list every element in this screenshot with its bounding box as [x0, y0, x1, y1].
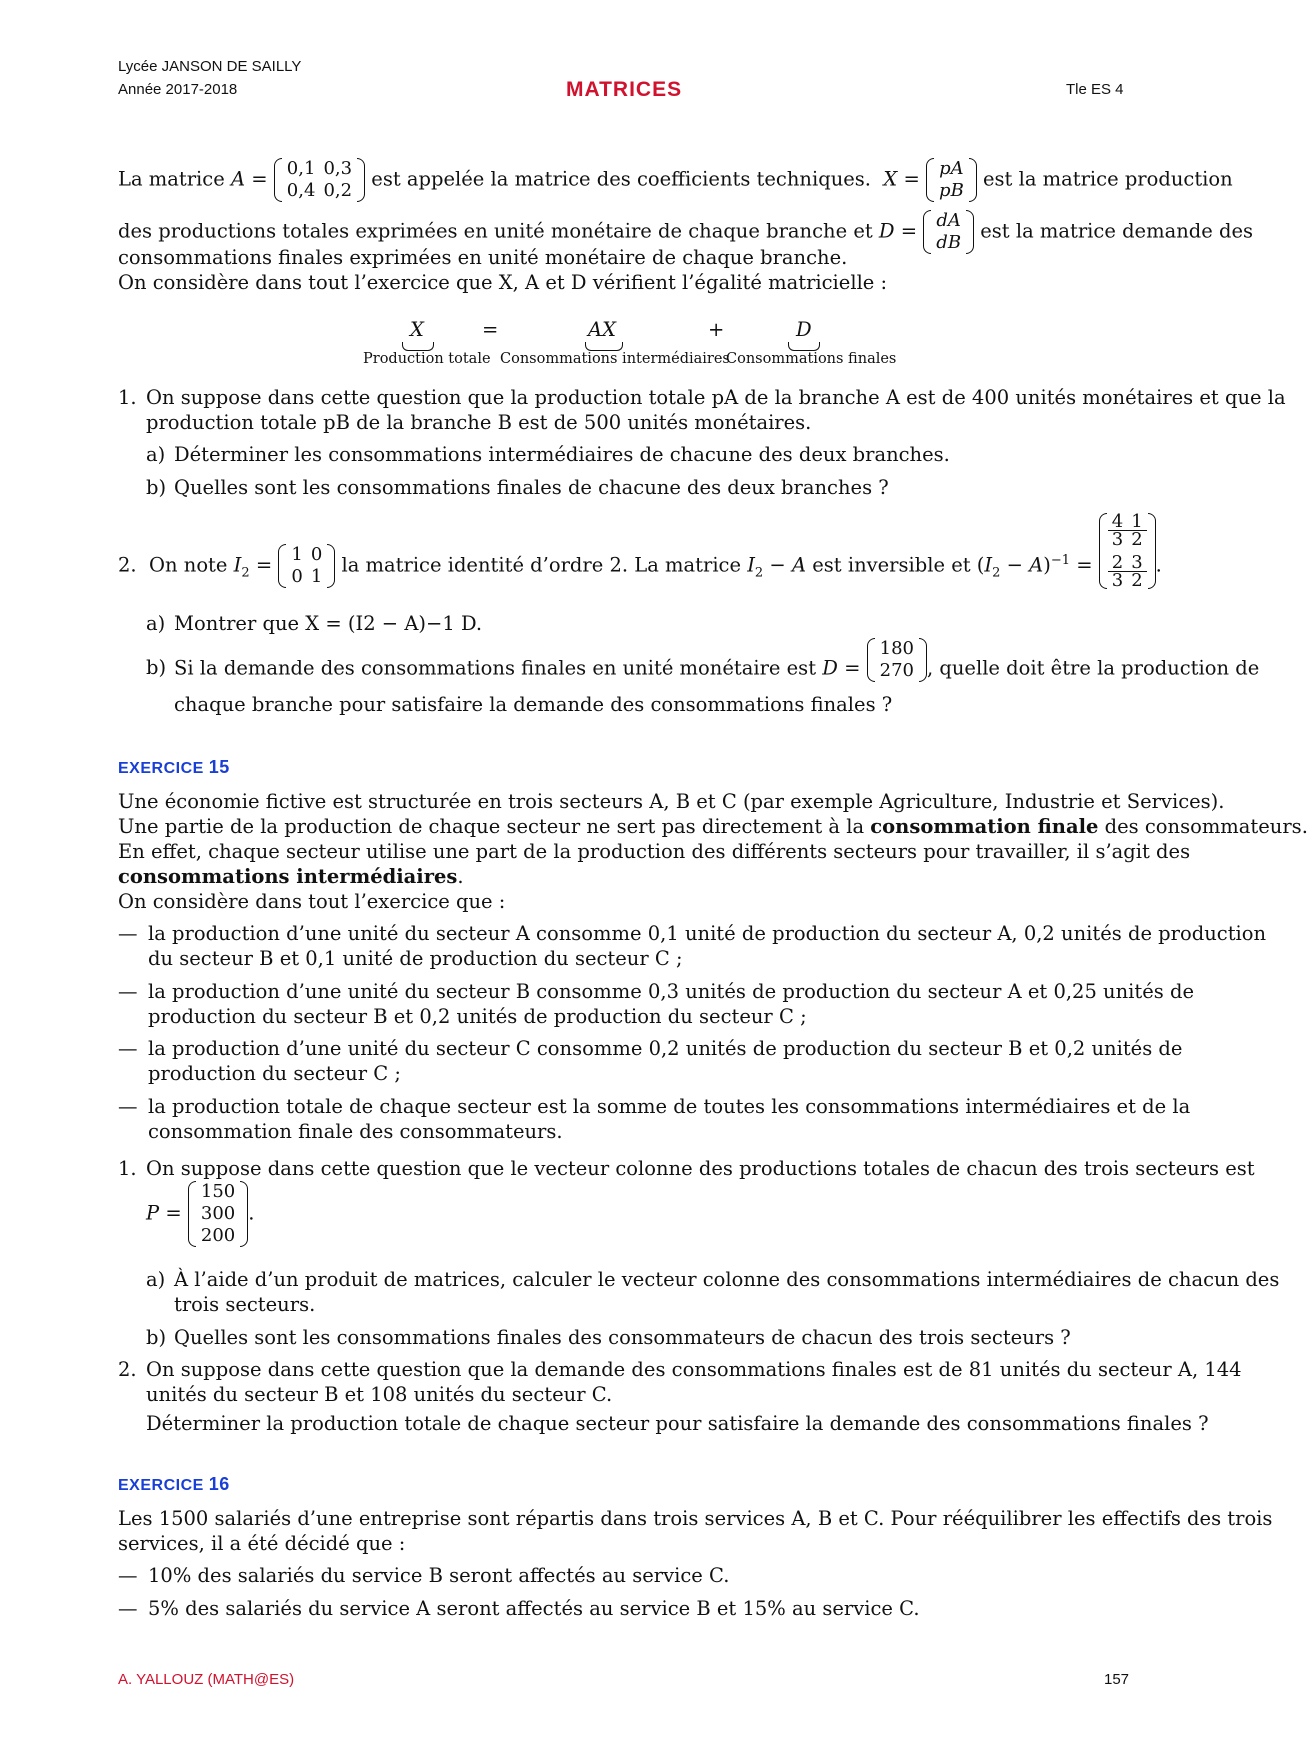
page-title: MATRICES: [566, 78, 683, 101]
q1b-label: b): [146, 1326, 167, 1349]
ex15-b1-l2: du secteur B et 0,1 unité de production du secteur C ;: [148, 947, 683, 970]
school-year: Année 2017-2018: [118, 81, 238, 98]
ex14-q1-line2: production totale pB de la branche B est de 500 unités monétaires.: [146, 411, 812, 434]
label-consommations-finales: Consommations finales: [726, 351, 897, 367]
label-consommations-intermediaires: Consommations intermédiaires: [500, 351, 730, 367]
ex15-q2-l3: Déterminer la production totale de chaque secteur pour satisfaire la demande des consommations finales ?: [146, 1412, 1209, 1435]
intro-line-1: La matrice A = 0,1 0,3 0,4 0,2 est appelée la matrice des coefficients techniques. X = pA pB est la matrice production: [118, 158, 1233, 201]
q1a-label: a): [146, 1268, 166, 1291]
intro-text: est appelée la matrice des coefficients techniques.: [371, 167, 871, 191]
matrix-inverse: 4 1 3 2 2 3 3 2: [1099, 513, 1156, 589]
eq-equals: =: [482, 318, 499, 341]
ex15-b3-l2: production du secteur C ;: [148, 1062, 401, 1085]
matrix-P: 150 300 200: [188, 1181, 248, 1247]
underbrace: [788, 342, 820, 351]
eq-X: X: [410, 318, 424, 341]
bullet-dash: —: [118, 922, 138, 945]
school-name: Lycée JANSON DE SAILLY: [118, 58, 302, 75]
eq-AX: AX: [588, 318, 616, 341]
ex16-b1: 10% des salariés du service B seront affectés au service C.: [148, 1564, 730, 1587]
label-production-totale: Production totale: [363, 351, 491, 367]
ex15-q1-l1: On suppose dans cette question que le vecteur colonne des productions totales de chacun des trois secteurs est: [146, 1157, 1255, 1180]
ex14-q1a: Déterminer les consommations intermédiaires de chacune des deux branches.: [174, 443, 950, 466]
bullet-dash: —: [118, 1564, 138, 1587]
eq-plus: +: [708, 318, 725, 341]
ex14-q1b: Quelles sont les consommations finales de chacune des deux branches ?: [174, 476, 889, 499]
ex16-b2: 5% des salariés du service A seront affectés au service B et 15% au service C.: [148, 1597, 920, 1620]
underbrace: [402, 342, 434, 351]
ex15-b4-l1: la production totale de chaque secteur est la somme de toutes les consommations intermédiaires et de la: [148, 1095, 1191, 1118]
ex16-l1: Les 1500 salariés d’une entreprise sont répartis dans trois services A, B et C. Pour rééquilibrer les effectifs des trois: [118, 1507, 1273, 1530]
eq-D: D: [796, 318, 812, 341]
ex14-q2a: Montrer que X = (I2 − A)−1 D.: [174, 612, 483, 635]
ex15-b3-l1: la production d’une unité du secteur C consomme 0,2 unités de production du secteur B et 0,2 unités de: [148, 1037, 1183, 1060]
intro-text: est la matrice production: [983, 167, 1233, 191]
ex14-q2b-line2: chaque branche pour satisfaire la demande des consommations finales ?: [174, 693, 893, 716]
ex15-p4: consommations intermédiaires.: [118, 865, 464, 888]
ex15-p5: On considère dans tout l’exercice que :: [118, 890, 506, 913]
bullet-dash: —: [118, 1037, 138, 1060]
intro-line-4: On considère dans tout l’exercice que X, A et D vérifient l’égalité matricielle :: [118, 271, 888, 294]
intro-line-3: consommations finales exprimées en unité monétaire de chaque branche.: [118, 246, 848, 269]
ex15-q2-l2: unités du secteur B et 108 unités du secteur C.: [146, 1383, 613, 1406]
q1-number: 1.: [118, 1157, 137, 1180]
ex15-q1a-l1: À l’aide d’un produit de matrices, calculer le vecteur colonne des consommations intermédiaires de chacun des: [174, 1268, 1280, 1291]
bullet-dash: —: [118, 1597, 138, 1620]
ex15-b2-l2: production du secteur B et 0,2 unités de production du secteur C ;: [148, 1005, 807, 1028]
page-number: 157: [1104, 1671, 1130, 1688]
ex15-p1: Une économie fictive est structurée en trois secteurs A, B et C (par exemple Agriculture, Industrie et Services).: [118, 790, 1225, 813]
exercise-15-heading: EXERCICE 15: [118, 757, 230, 777]
ex15-matrix-P-line: P = 150 300 200 .: [146, 1181, 255, 1246]
bullet-dash: —: [118, 1095, 138, 1118]
ex15-b1-l1: la production d’une unité du secteur A consomme 0,1 unité de production du secteur A, 0,2 unités de production: [148, 922, 1267, 945]
ex15-b2-l1: la production d’une unité du secteur B consomme 0,3 unités de production du secteur A et 0,25 unités de: [148, 980, 1195, 1003]
class-label: Tle ES 4: [1066, 81, 1124, 98]
q1a-label: a): [146, 443, 166, 466]
matrix-I2: 1 0 0 1: [278, 544, 335, 588]
exercise-16-heading: EXERCICE 16: [118, 1474, 230, 1494]
bullet-dash: —: [118, 980, 138, 1003]
q1b-label: b): [146, 476, 167, 499]
matrix-X: pA pB: [926, 158, 977, 202]
intro-line-2: des productions totales exprimées en unité monétaire de chaque branche et D = dA dB est la matrice demande des: [118, 210, 1254, 253]
ex14-q2b-line1: Si la demande des consommations finales en unité monétaire est D = 180 270 , quelle doit être la production de: [174, 638, 1260, 681]
q1-number: 1.: [118, 386, 137, 409]
matrix-A: 0,1 0,3 0,4 0,2: [274, 158, 365, 202]
footer-author: A. YALLOUZ (MATH@ES): [118, 1671, 295, 1688]
ex16-l2: services, il a été décidé que :: [118, 1532, 406, 1555]
ex15-q2-l1: On suppose dans cette question que la demande des consommations finales est de 81 unités du secteur A, 144: [146, 1358, 1242, 1381]
q2-number: 2.: [118, 1358, 137, 1381]
ex15-p3: En effet, chaque secteur utilise une part de la production des différents secteurs pour travailler, il s’agit des: [118, 840, 1191, 863]
intro-text: La matrice: [118, 167, 225, 191]
matrix-D-value: 180 270: [867, 638, 927, 682]
underbrace: [585, 342, 623, 351]
ex15-q1b: Quelles sont les consommations finales des consommateurs de chacun des trois secteurs ?: [174, 1326, 1071, 1349]
ex14-q2-line: 2. On note $I_2$ = 1 0 0 1 la matrice identité d’ordre 2. La matrice $I_2 - A$ est inversible et $(I_2 - A)^{-1}$ = 4 1 3 2 2 3 3 2 .: [118, 511, 1162, 591]
q2b-label: b): [146, 656, 167, 679]
ex15-p2: Une partie de la production de chaque secteur ne sert pas directement à la consommation finale des consommateurs.: [118, 815, 1308, 838]
ex15-q1a-l2: trois secteurs.: [174, 1293, 316, 1316]
matrix-D: dA dB: [923, 210, 974, 254]
q2a-label: a): [146, 612, 166, 635]
ex15-b4-l2: consommation finale des consommateurs.: [148, 1120, 563, 1143]
ex14-q1-line1: On suppose dans cette question que la production totale pA de la branche A est de 400 unités monétaires et que la: [146, 386, 1286, 409]
